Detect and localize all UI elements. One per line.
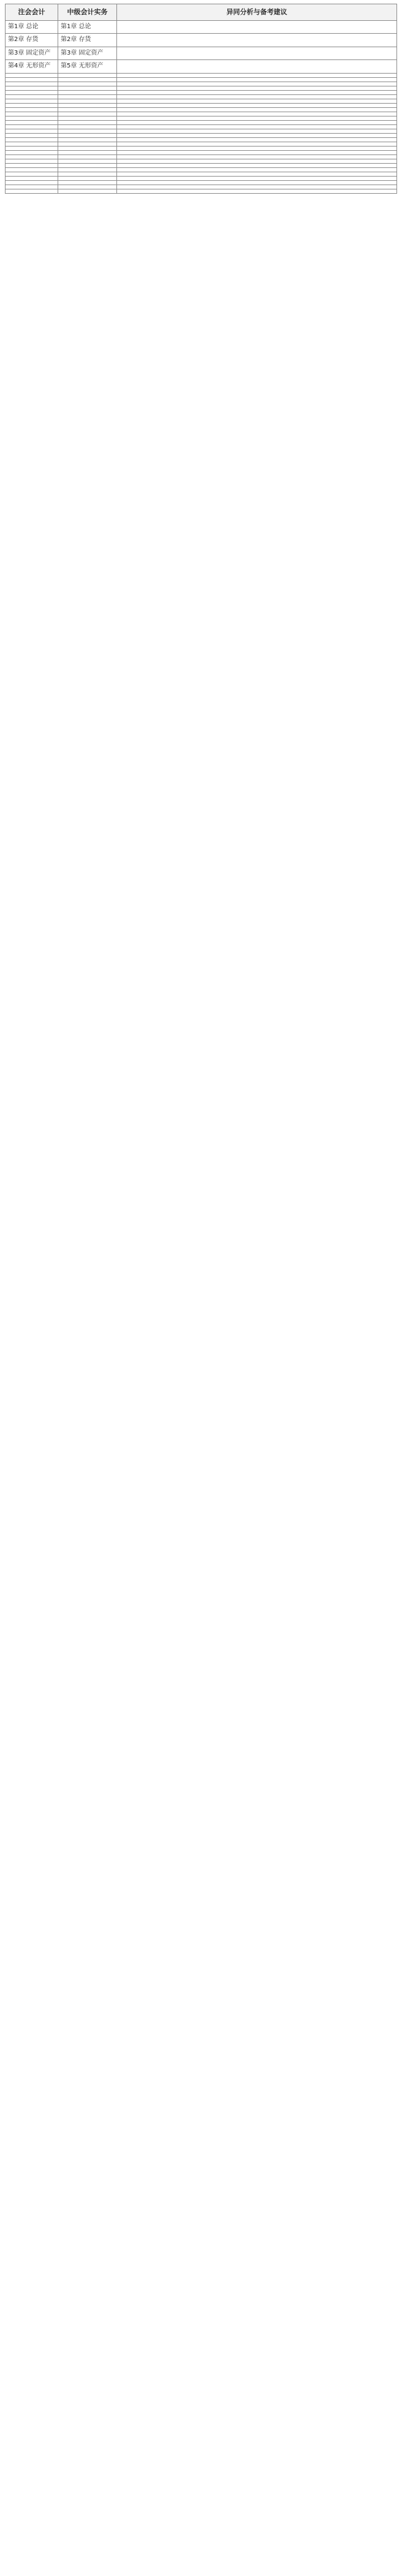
intermediate-chapter-cell <box>58 77 117 82</box>
analysis-cell <box>117 86 397 90</box>
cpa-chapter-cell <box>6 86 58 90</box>
cpa-chapter-cell <box>6 73 58 77</box>
analysis-cell <box>117 103 397 107</box>
table-row <box>6 154 397 159</box>
table-row <box>6 133 397 137</box>
intermediate-chapter-cell <box>58 112 117 116</box>
analysis-cell <box>117 60 397 74</box>
header-analysis: 异同分析与备考建议 <box>117 4 397 21</box>
intermediate-chapter-cell <box>58 73 117 77</box>
analysis-cell <box>117 124 397 129</box>
cpa-chapter-cell <box>6 180 58 185</box>
intermediate-chapter-cell <box>58 176 117 180</box>
cpa-chapter-cell <box>6 77 58 82</box>
table-row <box>6 150 397 154</box>
cpa-chapter-cell <box>6 142 58 146</box>
analysis-cell <box>117 116 397 120</box>
cpa-chapter-cell <box>6 176 58 180</box>
intermediate-chapter-cell <box>58 142 117 146</box>
analysis-cell <box>117 163 397 167</box>
intermediate-chapter-cell <box>58 99 117 103</box>
analysis-cell <box>117 34 397 47</box>
table-header-row <box>6 4 397 21</box>
cpa-chapter-cell <box>6 90 58 94</box>
table-row <box>6 107 397 112</box>
intermediate-chapter-cell <box>58 167 117 172</box>
analysis-cell <box>117 154 397 159</box>
analysis-cell <box>117 120 397 124</box>
header-cpa: 注会会计 <box>6 4 58 21</box>
analysis-cell <box>117 90 397 94</box>
table-row <box>6 189 397 193</box>
analysis-cell <box>117 172 397 176</box>
table-row <box>6 73 397 77</box>
cpa-chapter-cell <box>6 129 58 133</box>
cpa-chapter-cell <box>6 159 58 163</box>
cpa-chapter-cell <box>6 172 58 176</box>
intermediate-chapter-cell <box>58 137 117 142</box>
table-row <box>6 20 397 34</box>
table-row <box>6 47 397 60</box>
table-row <box>6 90 397 94</box>
intermediate-chapter-cell: 第2章 存货 <box>58 34 117 47</box>
table-row <box>6 99 397 103</box>
analysis-cell <box>117 77 397 82</box>
intermediate-chapter-cell <box>58 180 117 185</box>
table-row <box>6 124 397 129</box>
analysis-cell <box>117 94 397 99</box>
intermediate-chapter-cell <box>58 103 117 107</box>
table-row <box>6 129 397 133</box>
intermediate-chapter-cell: 第3章 固定资产 <box>58 47 117 60</box>
table-row <box>6 180 397 185</box>
cpa-chapter-cell: 第1章 总论 <box>6 20 58 34</box>
cpa-chapter-cell <box>6 82 58 86</box>
intermediate-chapter-cell <box>58 154 117 159</box>
cpa-chapter-cell <box>6 146 58 150</box>
table-row <box>6 60 397 74</box>
cpa-chapter-cell <box>6 167 58 172</box>
analysis-cell <box>117 99 397 103</box>
table-row <box>6 176 397 180</box>
analysis-cell <box>117 142 397 146</box>
analysis-cell <box>117 137 397 142</box>
analysis-cell <box>117 180 397 185</box>
analysis-cell <box>117 47 397 60</box>
intermediate-chapter-cell <box>58 116 117 120</box>
comparison-table <box>5 4 397 194</box>
intermediate-chapter-cell: 第5章 无形资产 <box>58 60 117 74</box>
analysis-cell <box>117 129 397 133</box>
cpa-chapter-cell <box>6 120 58 124</box>
cpa-chapter-cell <box>6 116 58 120</box>
cpa-chapter-cell <box>6 189 58 193</box>
analysis-cell <box>117 159 397 163</box>
cpa-chapter-cell <box>6 137 58 142</box>
cpa-chapter-cell <box>6 163 58 167</box>
intermediate-chapter-cell <box>58 189 117 193</box>
intermediate-chapter-cell <box>58 133 117 137</box>
intermediate-chapter-cell: 第1章 总论 <box>58 20 117 34</box>
table-body <box>6 20 397 193</box>
analysis-cell <box>117 112 397 116</box>
table-row <box>6 163 397 167</box>
table-row <box>6 116 397 120</box>
intermediate-chapter-cell <box>58 124 117 129</box>
analysis-cell <box>117 133 397 137</box>
analysis-cell <box>117 73 397 77</box>
cpa-chapter-cell <box>6 154 58 159</box>
table-row <box>6 86 397 90</box>
analysis-cell <box>117 185 397 189</box>
intermediate-chapter-cell <box>58 107 117 112</box>
intermediate-chapter-cell <box>58 129 117 133</box>
table-row <box>6 146 397 150</box>
table-row <box>6 82 397 86</box>
table-row <box>6 77 397 82</box>
document-page <box>0 0 402 201</box>
cpa-chapter-cell <box>6 185 58 189</box>
intermediate-chapter-cell <box>58 120 117 124</box>
intermediate-chapter-cell <box>58 172 117 176</box>
analysis-cell <box>117 176 397 180</box>
intermediate-chapter-cell <box>58 94 117 99</box>
intermediate-chapter-cell <box>58 150 117 154</box>
cpa-chapter-cell: 第2章 存货 <box>6 34 58 47</box>
cpa-chapter-cell <box>6 99 58 103</box>
table-row <box>6 103 397 107</box>
cpa-chapter-cell <box>6 112 58 116</box>
cpa-chapter-cell: 第3章 固定资产 <box>6 47 58 60</box>
table-row <box>6 34 397 47</box>
header-intermediate: 中级会计实务 <box>58 4 117 21</box>
analysis-cell <box>117 82 397 86</box>
table-row <box>6 159 397 163</box>
intermediate-chapter-cell <box>58 185 117 189</box>
cpa-chapter-cell <box>6 124 58 129</box>
analysis-cell <box>117 107 397 112</box>
analysis-cell <box>117 20 397 34</box>
analysis-cell <box>117 150 397 154</box>
intermediate-chapter-cell <box>58 90 117 94</box>
intermediate-chapter-cell <box>58 82 117 86</box>
table-row <box>6 137 397 142</box>
table-row <box>6 112 397 116</box>
analysis-cell <box>117 167 397 172</box>
cpa-chapter-cell <box>6 94 58 99</box>
table-row <box>6 142 397 146</box>
cpa-chapter-cell <box>6 107 58 112</box>
cpa-chapter-cell: 第4章 无形资产 <box>6 60 58 74</box>
analysis-cell <box>117 189 397 193</box>
table-row <box>6 167 397 172</box>
table-row <box>6 185 397 189</box>
cpa-chapter-cell <box>6 150 58 154</box>
cpa-chapter-cell <box>6 103 58 107</box>
intermediate-chapter-cell <box>58 86 117 90</box>
analysis-cell <box>117 146 397 150</box>
table-row <box>6 94 397 99</box>
table-row <box>6 120 397 124</box>
intermediate-chapter-cell <box>58 146 117 150</box>
intermediate-chapter-cell <box>58 159 117 163</box>
table-row <box>6 172 397 176</box>
intermediate-chapter-cell <box>58 163 117 167</box>
cpa-chapter-cell <box>6 133 58 137</box>
